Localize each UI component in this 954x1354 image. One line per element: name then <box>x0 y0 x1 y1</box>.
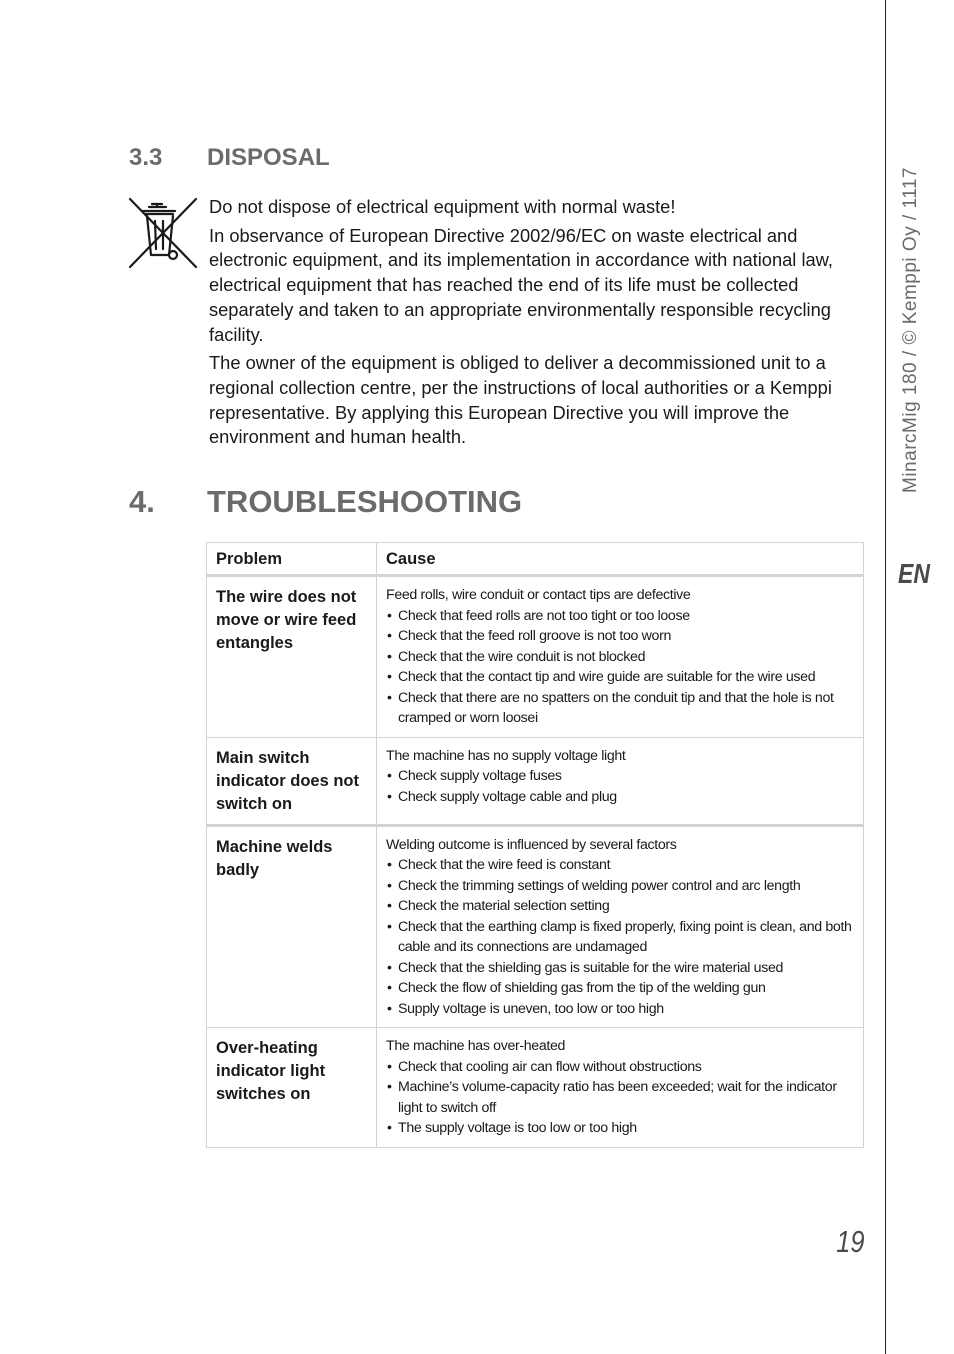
problem-text: Over-heating indicator light switches on <box>216 1039 326 1103</box>
cause-item: • Check that feed rolls are not too tight or too loose <box>386 606 854 627</box>
cause-lead: The machine has no supply voltage light <box>386 747 626 764</box>
problem-cell <box>207 576 377 738</box>
cause-cell <box>377 737 864 825</box>
page-number: 19 <box>835 1224 864 1259</box>
cause-item: • Check that there are no spatters on the conduit tip and that the hole is not cramped or worn loosei <box>386 688 854 729</box>
cause-list <box>386 606 854 729</box>
cause-item: • Check supply voltage cable and plug <box>386 787 854 808</box>
disposal-paragraph: Do not dispose of electrical equipment with normal waste! <box>209 196 676 217</box>
margin-rule <box>885 0 886 1354</box>
cause-item: • Check that the shielding gas is suitable for the wire material used <box>386 958 854 979</box>
cause-item: • Check the flow of shielding gas from the tip of the welding gun <box>386 978 854 999</box>
cause-item: • Check that the earthing clamp is fixed properly, fixing point is clean, and both cable and its connections are undamaged <box>386 917 854 958</box>
cause-item: • Check that the contact tip and wire guide are suitable for the wire used <box>386 667 854 688</box>
cause-item: • Check that the wire feed is constant <box>386 855 854 876</box>
cause-item: • Supply voltage is uneven, too low or too high <box>386 999 854 1020</box>
section-title: DISPOSAL <box>207 144 330 171</box>
table-row <box>207 737 864 825</box>
cause-item: • Check that cooling air can flow without obstructions <box>386 1057 854 1078</box>
crossed-out-bin-icon <box>128 197 198 269</box>
problem-text: The wire does not move or wire feed entangles <box>216 588 357 652</box>
disposal-paragraph: In observance of European Directive 2002/96/EC on waste electrical and electronic equipment, and its implementation in accordance with national law, electrical equipment that has reached the end of its life must be collected separately and taken to an appropriate environmentally responsible recycling facility. <box>209 224 833 345</box>
chapter-number: 4. <box>129 484 155 519</box>
cause-lead: Welding outcome is influenced by several factors <box>386 836 677 853</box>
table-row <box>207 1028 864 1148</box>
cause-item: • Check the trimming settings of welding power control and arc length <box>386 876 854 897</box>
problem-cell <box>207 737 377 825</box>
cause-cell <box>377 576 864 738</box>
cause-cell <box>377 1028 864 1148</box>
troubleshooting-table <box>206 542 864 1148</box>
cause-item: • Check the material selection setting <box>386 896 854 917</box>
table-row <box>207 576 864 738</box>
header-cause: Cause <box>377 543 864 576</box>
problem-text: Main switch indicator does not switch on <box>216 748 360 813</box>
cause-list <box>386 855 854 1019</box>
cause-item: • Check that the feed roll groove is not too worn <box>386 626 854 647</box>
table-row <box>207 825 864 1028</box>
cause-cell <box>377 825 864 1028</box>
problem-cell <box>207 825 377 1028</box>
problem-text: Machine welds badly <box>216 837 333 879</box>
cause-item: • Check supply voltage fuses <box>386 766 854 787</box>
disposal-paragraph: The owner of the equipment is obliged to deliver a decommissioned unit to a regional collection centre, per the instructions of local authorities or a Kemppi representative. By applying this European Directive you will improve the environment and human health. <box>209 352 832 448</box>
section-number: 3.3 <box>129 144 163 171</box>
cause-item: • Machine’s volume-capacity ratio has been exceeded; wait for the indicator light to switch off <box>386 1077 854 1118</box>
cause-list <box>386 1057 854 1139</box>
language-tag: EN <box>898 558 930 589</box>
cause-lead: Feed rolls, wire conduit or contact tips are defective <box>386 587 691 603</box>
running-title: MinarcMig 180 / © Kemppi Oy / 1117 <box>900 167 921 493</box>
table-header-row <box>207 543 864 576</box>
problem-cell <box>207 1028 377 1148</box>
disposal-body <box>209 195 849 454</box>
cause-item: • The supply voltage is too low or too high <box>386 1118 854 1139</box>
cause-lead: The machine has over-heated <box>386 1038 566 1054</box>
cause-item: • Check that the wire conduit is not blocked <box>386 647 854 668</box>
chapter-title: TROUBLESHOOTING <box>207 484 523 519</box>
cause-list <box>386 766 854 807</box>
header-problem: Problem <box>207 543 377 576</box>
